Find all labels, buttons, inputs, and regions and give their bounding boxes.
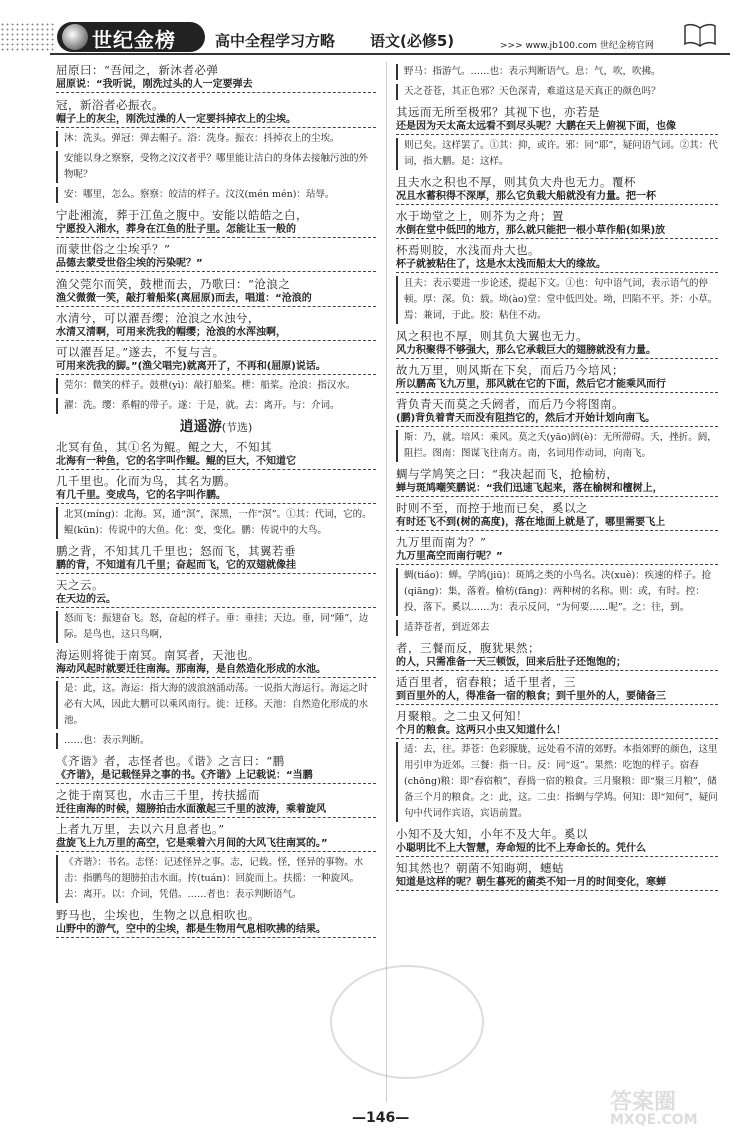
- original-text: 蜩与学鸠笑之曰：“我决起而飞，抢榆枋，: [396, 467, 619, 481]
- annotation-note: 蜩(tiáo)：蝉。学鸠(jiū)：斑鸠之类的小鸟名。决(xuè)：疾速的样子。抢(qiāng)：集，落着。榆枋(fāng)：两种树的名称。则：或，有时。控：投，落下。奚以……为：表示反问，“为何要……呢”。之：往，到。: [396, 568, 718, 616]
- translation-text: 个月的粮食。这两只小虫又知道什么！: [396, 724, 718, 739]
- annotation-note: 野马：指游气。……也：表示判断语气。息：气，吹，吹拂。: [396, 64, 718, 80]
- passage-block: [396, 640, 718, 822]
- column-divider: [386, 62, 387, 1102]
- translation-text: 知道是这样的呢？朝生暮死的菌类不知一月的时间变化，寒蝉: [396, 876, 718, 891]
- original-text: 其远而无所至极邪？其视下也，亦若是: [396, 105, 600, 119]
- annotation-note: 沐：洗头。弹冠：弹去帽子。浴：洗身。振衣：抖掉衣上的尘埃。: [56, 131, 376, 147]
- annotation-note: 《齐谐》：书名。志怪：记述怪异之事。志，记载。怪，怪异的事物。水击：指鹏鸟的翅膀拍击水面。抟(tuán)：回旋而上。扶摇：一种旋风。去：离开。以：介词，凭借。……者也：表示判断语气。: [56, 855, 376, 903]
- annotation-note: 安：哪里，怎么。察察：皎洁的样子。汶汶(mén mén)：玷辱。: [56, 187, 376, 203]
- watermark-sub: MXQE.COM: [610, 1112, 698, 1128]
- watermark-main: 答案圈: [610, 1090, 677, 1115]
- annotation-note: 天之苍苍，其正色邪？天色深青，难道这是天真正的颜色吗？: [396, 84, 718, 100]
- original-text: 天之云。: [56, 578, 104, 592]
- passage-block: [396, 826, 718, 891]
- original-text: 鹏之背，不知其几千里也；怒而飞，其翼若垂: [56, 544, 296, 558]
- translation-text: 海动风起时就要迁往南海。那南海，是自然造化形成的水池。: [56, 663, 376, 678]
- passage-block: [56, 543, 376, 643]
- translation-text: 风力积聚得不够强大，那么它承载巨大的翅膀就没有力量。: [396, 344, 718, 359]
- passage-block: [396, 466, 718, 636]
- translation-text: 有时还飞不到(树的高度)，落在地面上就是了，哪里需要飞上: [396, 516, 718, 531]
- translation-text: 盘旋飞上九万里的高空，它是乘着六月间的大风飞往南冥的。”: [56, 837, 376, 852]
- translation-text: 蝉与斑鸠嘲笑鹏说：“我们迅速飞起来，落在榆树和檀树上，: [396, 482, 718, 497]
- original-text: 小知不及大知，小年不及大年。奚以: [396, 827, 588, 841]
- passage-block: [56, 753, 376, 903]
- original-text: 者，三餐而反，腹犹果然；: [396, 641, 540, 655]
- original-text: 《齐谐》者，志怪者也。《谐》之言曰：“鹏: [56, 754, 285, 768]
- translation-text: 的人，只需准备一天三顿饭，回来后肚子还饱饱的；: [396, 656, 718, 671]
- open-book-icon: [683, 22, 717, 48]
- original-text: 屈原曰：“吾闻之，新沐者必弹: [56, 63, 219, 77]
- translation-text: 有几千里。变成鸟，它的名字叫作鹏。: [56, 489, 376, 504]
- logo-text: 世纪金榜: [92, 28, 176, 52]
- annotation-note: 怒而飞：振翅奋飞。怒，奋起的样子。垂：垂挂；天边。垂，同“陲”，边际。是鸟也，这只鸟啊，: [56, 611, 376, 643]
- section-title-text: 逍遥游: [179, 419, 222, 435]
- annotation-note: 且夫：表示要进一步论述，提起下文。①也：句中语气词，表示语气的停顿。厚：深。负：载。坳(ào)堂：堂中低凹处。坳，凹陷不平。芥：小草。焉：兼词，于此。胶：粘住不动。: [396, 276, 718, 324]
- header-dot-pattern: [0, 22, 56, 52]
- original-text: 水清兮，可以濯吾缨；沧浪之水浊兮，: [56, 311, 260, 325]
- original-text: 几千里也。化而为鸟，其名为鹏。: [56, 474, 236, 488]
- original-text: 宁赴湘流，葬于江鱼之腹中。安能以皓皓之白，: [56, 208, 308, 222]
- translation-text: 可用来洗我的脚。”(渔父唱完)就离开了，不再和(屈原)说话。: [56, 360, 376, 375]
- translation-text: 《齐谐》，是记载怪异之事的书。《齐谐》上记载说：“当鹏: [56, 769, 376, 784]
- annotation-note: 斯：乃，就。培风：乘风。莫之夭(yāo)阏(è)：无所滞碍。夭，挫折。阏，阻拦。图南：图谋飞往南方。南，名词用作动词，向南飞。: [396, 430, 718, 462]
- translation-text: (鹏)背负着青天而没有阻挡它的，然后才开始计划向南飞。: [396, 412, 718, 427]
- translation-text: 帽子上的灰尘，刚洗过澡的人一定要抖掉衣上的尘埃。: [56, 113, 376, 128]
- translation-text: 九万里高空而南行呢？”: [396, 550, 718, 565]
- original-text: 渔父莞尔而笑，鼓枻而去，乃歌曰：“沧浪之: [56, 277, 291, 291]
- translation-text: 宁愿投入湘水，葬身在江鱼的肚子里。怎能让玉一般的: [56, 223, 376, 238]
- passage-block: [56, 907, 376, 938]
- annotation-note: ……也：表示判断。: [56, 733, 376, 749]
- page-header: [0, 0, 750, 60]
- passage-block: [56, 97, 376, 203]
- annotation-note: 适：去，往。莽苍：色彩朦胧，远处看不清的郊野。本指郊野的颜色，这里用引申为近郊。三餐：指一日。反：同“返”。果然：吃饱的样子。宿舂(chōng)粮：即“舂宿粮”，舂捣一宿的粮食。三月聚粮：即“聚三月粮”，储备三个月的粮食。之：此，这。二虫：指蜩与学鸠。何知：即“知何”，疑问句中代词作宾语，宾语前置。: [396, 742, 718, 822]
- original-text: 知其然也？朝菌不知晦朔，蟪蛄: [396, 861, 564, 875]
- translation-text: 到百里外的人，得准备一宿的粮食；到千里外的人，要储备三: [396, 690, 718, 705]
- translation-text: 在天边的云。: [56, 593, 376, 608]
- translation-text: 况且水蓄积得不深厚，那么它负载大船就没有力量。把一杯: [396, 190, 718, 205]
- original-text: 适百里者，宿舂粮；适千里者，三: [396, 675, 576, 689]
- passage-block: [396, 64, 718, 100]
- passage-block: [56, 207, 376, 272]
- annotation-note: 北冥(míng)：北海。冥，通“溟”，深黑，一作“溟”。①其：代词，它的。鲲(kūn)：传说中的大鱼。化：变，变化。鹏：传说中的大鸟。: [56, 507, 376, 539]
- original-text: 九万里而南为？”: [396, 535, 487, 549]
- translation-text: 小聪明比不上大智慧，寿命短的比不上寿命长的。凭什么: [396, 842, 718, 857]
- faint-stamp-seal: [330, 965, 484, 1079]
- original-text: 月聚粮。之二虫又何知！: [396, 709, 528, 723]
- translation-text: 山野中的游气，空中的尘埃，都是生物用气息相吹拂的结果。: [56, 923, 376, 938]
- original-text: 水于坳堂之上，则芥为之舟；置: [396, 209, 564, 223]
- annotation-note: 适莽苍者，到近郊去: [396, 620, 718, 636]
- passage-block: [56, 647, 376, 749]
- passage-block: [396, 174, 718, 324]
- original-text: 背负青天而莫之夭阏者，而后乃今将图南。: [396, 397, 624, 411]
- annotation-note: 濯：洗。缨：系帽的带子。遂：于是，就。去：离开。与：介词。: [56, 398, 376, 414]
- original-text: 时则不至，而控于地而已矣，奚以之: [396, 501, 588, 515]
- translation-text: 还是因为天太高太远看不到尽头呢？大鹏在天上俯视下面，也像: [396, 120, 718, 135]
- site-watermark: [610, 1085, 698, 1128]
- site-url: >>> www.jb100.com 世纪金榜官网: [500, 41, 654, 51]
- passage-block: [396, 104, 718, 170]
- translation-text: 所以鹏高飞九万里，那风就在它的下面，然后它才能乘风而行: [396, 378, 718, 393]
- section-subtitle: (节选): [221, 421, 253, 434]
- original-text: 而蒙世俗之尘埃乎？”: [56, 242, 171, 256]
- globe-icon: [62, 24, 88, 50]
- annotation-note: 莞尔：微笑的样子。鼓枻(yì)：敲打船桨。枻：船桨。沧浪：指汉水。: [56, 378, 376, 394]
- book-title: 高中全程学习方略: [215, 32, 336, 50]
- original-text: 故九万里，则风斯在下矣，而后乃今培风；: [396, 363, 624, 377]
- original-text: 之徙于南冥也，水击三千里，抟扶摇而: [56, 788, 260, 802]
- translation-text: 水倒在堂中低凹的地方，那么就只能把一根小草作船(如果)放: [396, 224, 718, 239]
- annotation-note: 是：此，这。海运：指大海的波浪汹涌动荡。一说指大海运行。海运之时必有大风，因此大鹏可以乘风南行。徙：迁移。天池：自然造化形成的水池。: [56, 681, 376, 729]
- original-text: 冠，新浴者必振衣。: [56, 98, 164, 112]
- passage-block: [56, 62, 376, 93]
- passage-block: [56, 439, 376, 539]
- translation-text: 杯子就被粘住了，这是水太浅而船太大的缘故。: [396, 258, 718, 273]
- section-title: [56, 420, 376, 435]
- right-column: [396, 62, 718, 895]
- original-text: 上者九万里，去以六月息者也。”: [56, 822, 225, 836]
- left-column: [56, 62, 376, 942]
- original-text: 野马也，尘埃也，生物之以息相吹也。: [56, 908, 260, 922]
- original-text: 风之积也不厚，则其负大翼也无力。: [396, 329, 588, 343]
- original-text: 可以濯吾足。”遂去，不复与言。: [56, 345, 225, 359]
- translation-text: 水清又清啊，可用来洗我的帽缨；沧浪的水浑浊啊，: [56, 326, 376, 341]
- annotation-note: 则已矣。这样罢了。①其：抑，或许。邪：同“耶”，疑问语气词。②其：代词，指大鹏。是：这样。: [396, 138, 718, 170]
- original-text: 且夫水之积也不厚，则其负大舟也无力。覆杯: [396, 175, 636, 189]
- translation-text: 屈原说：“我听说，刚洗过头的人一定要弹去: [56, 78, 376, 93]
- translation-text: 北海有一种鱼，它的名字叫作鲲。鲲的巨大，不知道它: [56, 455, 376, 470]
- page-number: —146—: [352, 1110, 410, 1126]
- annotation-note: 安能以身之察察，受物之汶汶者乎？哪里能让洁白的身体去接触污浊的外物呢？: [56, 151, 376, 183]
- translation-text: 鹏的背，不知道有几千里；奋起而飞，它的双翅就像挂: [56, 559, 376, 574]
- subject-title: 语文(必修5): [370, 32, 455, 50]
- passage-block: [396, 328, 718, 462]
- translation-text: 迁往南海的时候，翅膀拍击水面激起三千里的波涛，乘着旋风: [56, 803, 376, 818]
- original-text: 海运则将徙于南冥。南冥者，天池也。: [56, 648, 260, 662]
- translation-text: 渔父微微一笑，敲打着船桨(离屈原)而去，唱道：“沧浪的: [56, 292, 376, 307]
- passage-block: [56, 276, 376, 414]
- header-rule: [50, 53, 730, 55]
- translation-text: 品德去蒙受世俗尘埃的污染呢？”: [56, 257, 376, 272]
- original-text: 杯焉则胶，水浅而舟大也。: [396, 243, 540, 257]
- original-text: 北冥有鱼，其①名为鲲。鲲之大，不知其: [56, 440, 272, 454]
